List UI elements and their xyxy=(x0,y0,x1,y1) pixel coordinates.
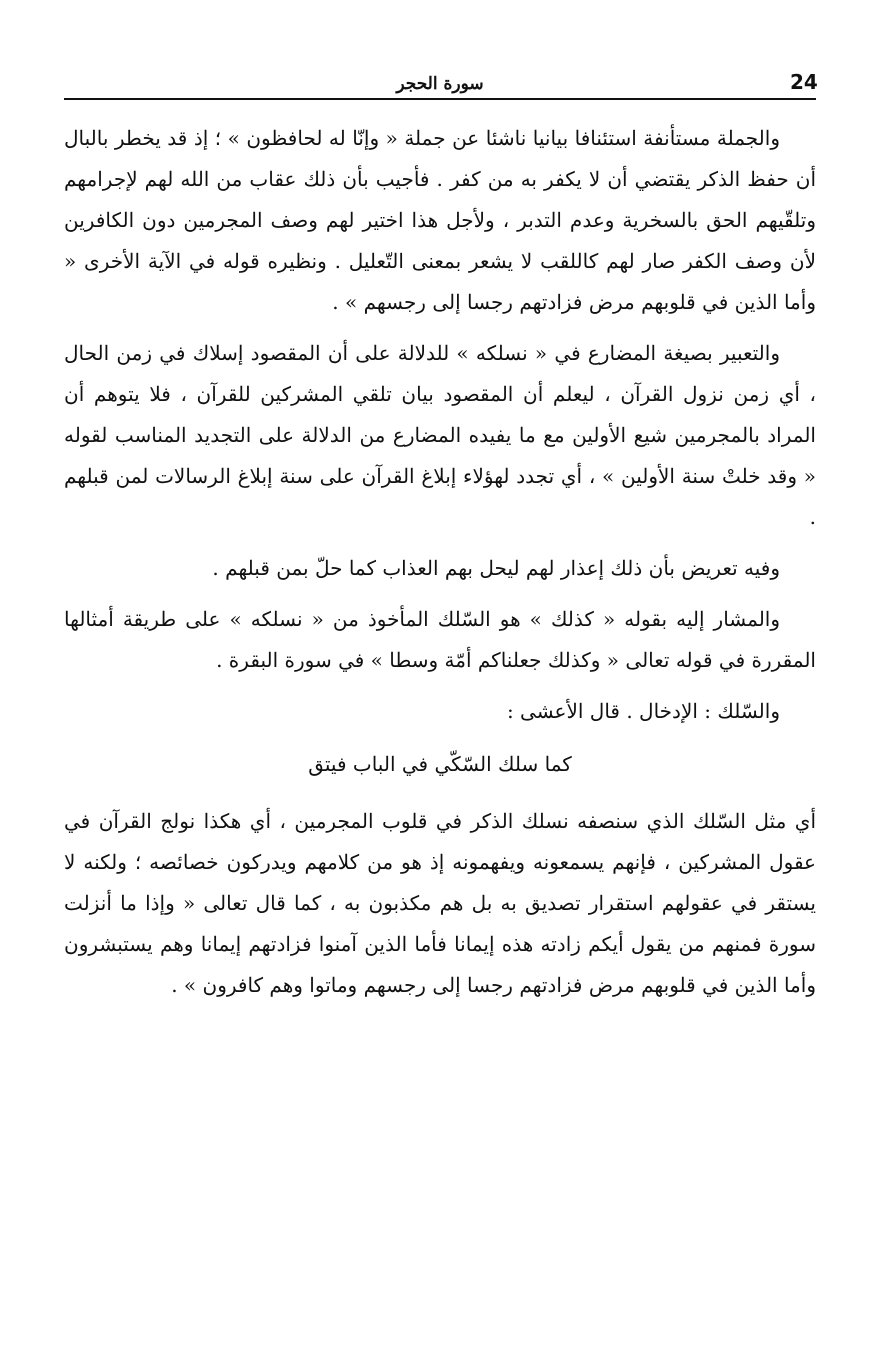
closing-paragraph: أي مثل السّلك الذي سنصفه نسلك الذكر في قلوب المجرمين ، أي هكذا نولج القرآن في عقول المشركين ، فإنهم يسمعونه ويفهمونه إذ هو من كلامهم ويدركون خصائصه ؛ ولكنه لا يستقر في عقولهم استقرار تصديق به بل هم مكذبون به ، كما قال تعالى « وإذا ما أنزلت سورة فمنهم من يقول أيكم زادته هذه إيمانا فأما الذين آمنوا فزادتهم إيمانا وهم يستبشرون وأما الذين في قلوبهم مرض فزادتهم رجسا إلى رجسهم وماتوا وهم كافرون » . xyxy=(64,809,816,997)
paragraph: والسّلك : الإدخال . قال الأعشى : xyxy=(506,699,780,723)
running-title: سورة الحجر xyxy=(396,74,484,94)
poem-verse: كما سلك السّكّي في الباب فيتق xyxy=(308,752,572,776)
body-text xyxy=(64,118,816,1016)
paragraph: وفيه تعريض بأن ذلك إعذار لهم ليحل بهم العذاب كما حلّ بمن قبلهم . xyxy=(212,556,780,580)
paragraph: والمشار إليه بقوله « كذلك » هو السّلك المأخوذ من « نسلكه » على طريقة أمثالها المقررة في قوله تعالى « وكذلك جعلناكم أمّة وسطا » في سورة البقرة . xyxy=(64,607,816,672)
paragraph: والجملة مستأنفة استئنافا بيانيا ناشئا عن جملة « وإنّا له لحافظون » ؛ إذ قد يخطر بالبال أن حفظ الذكر يقتضي أن لا يكفر به من كفر . فأجيب بأن ذلك عقاب من الله لهم لإجرامهم وتلقّيهم الحق بالسخرية وعدم التدبر ، ولأجل هذا اختير لهم وصف المجرمين دون الكافرين لأن وصف الكفر صار لهم كاللقب لا يشعر بمعنى التّعليل . ونظيره قوله في الآية الأخرى « وأما الذين في قلوبهم مرض فزادتهم رجسا إلى رجسهم » . xyxy=(64,126,816,314)
page-header xyxy=(64,62,816,100)
page-number: 24 xyxy=(790,70,818,94)
paragraph: والتعبير بصيغة المضارع في « نسلكه » للدلالة على أن المقصود إسلاك في زمن الحال ، أي زمن نزول القرآن ، ليعلم أن المقصود بيان تلقي المشركين للقرآن ، فلا يتوهم أن المراد بالمجرمين شيع الأولين مع ما يفيده المضارع من الدلالة على التجديد المناسب لقوله « وقد خلتْ سنة الأولين » ، أي تجدد لهؤلاء إبلاغ القرآن على سنة إبلاغ الرسالات لمن قبلهم . xyxy=(64,341,816,529)
